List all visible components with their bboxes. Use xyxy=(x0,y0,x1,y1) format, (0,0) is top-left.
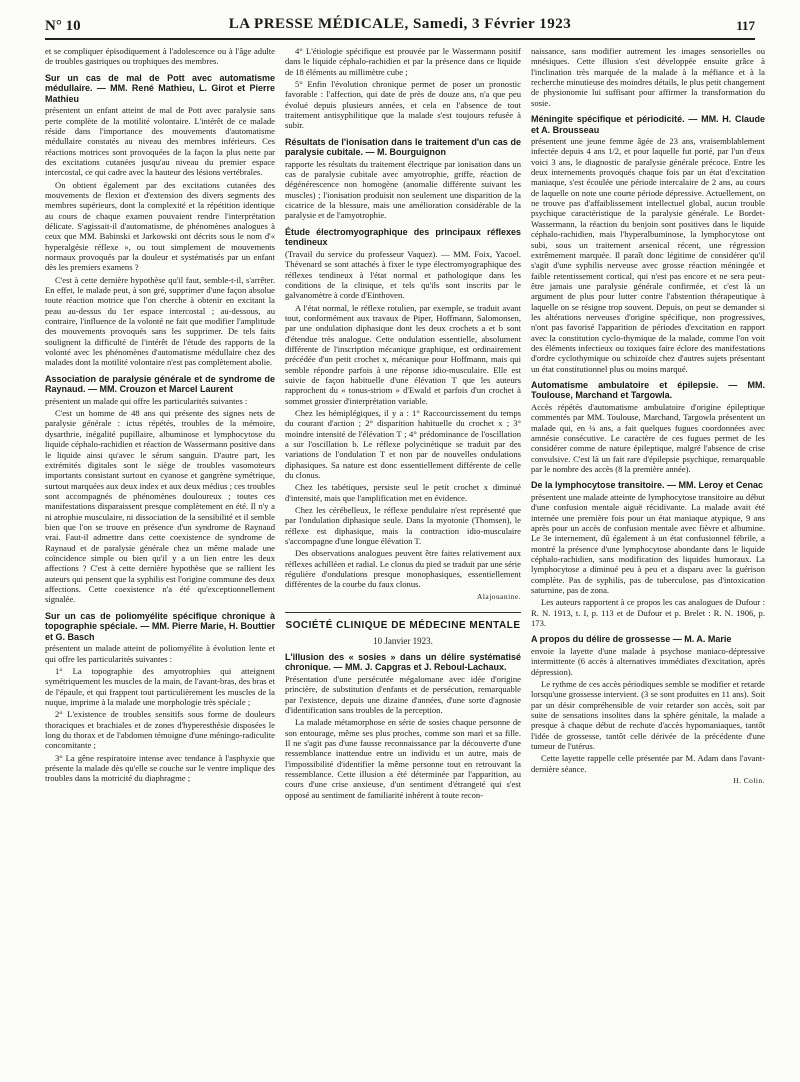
paragraph: 2° L'existence de troubles sensitifs sous forme de douleurs thoraciques et brachiales et de zones d'hyperesthésie disposées le long du thorax et de l'abdomen témoigne d'une méningo-radiculite concomitante ; xyxy=(45,709,275,751)
column-3 xyxy=(531,46,765,1076)
paragraph: présentent une jeune femme âgée de 23 ans, vraisemblablement infectée depuis 4 ans 1/2, et pour laquelle fut porté, par l'un d'eux voici 3 ans, le diagnostic de paralysie générale précoce. Entre les deux internements provoqués chaque fois par un état d'excitation maniaque, s'est écoulée une période intercalaire de 2 ans, au cours de laquelle on note une courte période dépressive. Actuellement, on ne trouve pas d'affaiblissement intellectuel global, aucun trouble psychique caractéristique de la paralysie générale. Le Bordet-Wassermann, la réaction du benjoin sont positives dans le liquide céphalo-rachidien, mais l'hyperalbuminose, la lymphocytose ont subi, sous un traitement arsenical récent, une régression extrêmement marquée. Il paraît donc légitime de considérer qu'il s'agit d'une syphilis nerveuse avec grosse réaction méningée et faible retentissement cortical, qui n'est pas encore et ne sera peut-être jamais une paralysie générale confirmée, et c'est là un argument de plus pour lutter contre l'abstention thérapeutique à laquelle on se résigne trop souvent. Depuis, on peut se demander si les altérations nerveuses d'origine spécifique, non progressives, n'ont pas favorisé l'apparition de périodes d'excitation en rapport avec la constitution cyclo-thymique de la malade, comme l'on voit des éléments infectieux ou toxiques faire éclore des manifestations d'ordre cyclothymique ou schizoïde chez d'autres sujets présentant un état constitutionnel plus ou moins marqué. xyxy=(531,136,765,374)
paragraph: présentent un malade atteint de poliomyélite à évolution lente et qui offre les particularités suivantes : xyxy=(45,643,275,664)
paragraph: 1° La topographie des amyotrophies qui atteignent symétriquement les muscles de la main, de l'avant-bras, des bras et de l'épaule, et qui frappent tout particulièrement les muscles de la nuque, imprime à la malade une morphologie très spéciale ; xyxy=(45,665,275,707)
page-number: 117 xyxy=(736,18,755,33)
author-signature: Alajouanine. xyxy=(477,591,521,601)
section-heading: A propos du délire de grossesse — M. A. Marie xyxy=(531,634,732,645)
section-heading: Étude électromyographique des principaux réflexes tendineux xyxy=(285,226,521,248)
paragraph: Chez les hémiplégiques, il y a : 1° Raccourcissement du temps du courant d'action ; 2° disparition habituelle du crochet x ; 3° moindre intensité de l'élévation T ; 4° prédominance de l'oscillation a sur l'oscillation b. Le réflexe polycinétique se traduit par des variations de l'ondulation T et non par de nouvelles ondulations diphasiques. Sa nature est donc essentiellement différente de celle du clonus. xyxy=(285,407,521,481)
paragraph: Les auteurs rapportent à ce propos les cas analogues de Dufour : R. N. 1913, t. I, p. 113 et de Dufour et p. Brelet : R. N. 1906, p. 173. xyxy=(531,597,765,628)
paragraph: Cette layette rappelle celle présentée par M. Adam dans l'avant-dernière séance. xyxy=(531,753,765,774)
paragraph: Le rythme de ces accès périodiques semble se modifier et retarde lorsqu'une grossesse intervient. (3 se sont produites en 11 ans). Soit par un désir compréhensible de voir retarder son accès, soit par suite de sensations insolites dans la sphère génitale, la malade a presque à chaque début de rechute d'accès hypomaniaques, tantôt l'idée de grossesse, tantôt celle dérivée de la précédente d'une tumeur de l'utérus. xyxy=(531,678,765,751)
divider xyxy=(285,612,521,613)
paragraph: (Travail du service du professeur Vaquez). — MM. Foix, Yacoel. Thévenard se sont attachés à fixer le type électromyographique des réflexes tendineux à l'état normal et pathologique dans les conditions de la clinique, et tels qu'ils sont inscrits par le galvanomètre à corde d'Einthoven. xyxy=(285,248,521,301)
section-heading: Résultats de l'ionisation dans le traitement d'un cas de paralysie cubitale. — M. Bourguignon xyxy=(285,136,521,158)
section-heading: Sur un cas de poliomyélite spécifique chronique à topographie spéciale. — MM. Pierre Marie, H. Bouttier et G. Basch xyxy=(45,610,275,642)
paragraph: Chez les tabétiques, persiste seul le petit crochet x diminué d'intensité, mais que l'amplification met en évidence. xyxy=(285,482,521,503)
paragraph: 5° Enfin l'évolution chronique permet de poser un pronostic favorable : l'affection, qui date de près de douze ans, n'a que peu évolué depuis plusieurs années, et cela en l'absence de tout traitement antisyphilitique que la malade s'est toujours refusée à subir. xyxy=(285,79,521,131)
paragraph: 3° La gêne respiratoire intense avec tendance à l'asphyxie que présente la malade dès qu'elle se couche sur le ventre implique des troubles dans la motricité du diaphragme ; xyxy=(45,752,275,784)
paragraph: rapporte les résultats du traitement électrique par ionisation dans un cas de paralysie cubitale avec amyotrophie, griffe, réaction de dégénérescence non homogène (anomalie différente suivant les muscles) ; l'ionisation produisit non seulement une disparition de la cicatrice de la blessure, mais une amélioration considérable de la paralysie et de l'amyotrophie. xyxy=(285,158,521,221)
section-heading: Méningite spécifique et périodicité. — MM. H. Claude et A. Brousseau xyxy=(531,114,765,135)
paragraph: On obtient également par des excitations cutanées des mouvements de flexion et d'extension des divers segments des membres supérieurs, dont la complexité et la répétition identique au cours de chaque examen pouvaient rendre l'interprétation délicate. S'agissait-il d'automatisme, de phénomènes analogues à ceux que MM. Babinski et Jarkowski ont décrits sous le nom d'« hyperalgésie réflexe », ou tout simplement de mouvements normaux provoqués par la douleur et systématisés par un enfant dès les premiers examens ? xyxy=(45,179,275,273)
paragraph: présentent un malade qui offre les particularités suivantes : xyxy=(45,395,248,406)
paragraph: C'est un homme de 48 ans qui présente des signes nets de paralysie générale : ictus répétés, troubles de la mémoire, dysarthrie, inégalité pupillaire, albuminose et lymphocytose du liquide céphalo-rachidien et réaction de Wassermann positive dans le liquide ainsi qu'avec le sérum sanguin. D'autre part, les extrémités digitales sont le siège de troubles vasomoteurs importants consistant surtout en cyanose et gangrène symétrique, surtout marquées aux deux index et aux deux médius ; ces troubles sont accompagnés de phénomènes douloureux ; toutes ces manifestations disparaissent presque complètement en été. Il n'y a ni atrophie musculaire, ni dissociation de la sensibilité et il semble bien que l'on se trouve en présence d'un syndrome de Raynaud vrai. Faut-il admettre dans cette coexistence de syndrome de Raynaud et de paralysie générale chez un même malade une coïncidence simple ou bien qu'il y a un lien entre les deux affections ? C'est à cette dernière hypothèse que se rallient les auteurs qui pensent que la syphilis est l'origine commune des deux affections. Cette coexistence n'a été qu'exceptionnellement signalée. xyxy=(45,408,275,605)
column-2 xyxy=(285,46,521,1076)
paragraph: présentent une malade atteinte de lymphocytose transitoire au début d'une confusion mentale aiguë récidivante. La malade avait été internée une première fois pour un état maniaque atypique, 9 ans après pour un accès de confusion mentale avec fièvre et albumine. Le 3e internement, dû également à un état confusionnel fébrile, a montré la présence d'une lymphocytose abondante dans le liquide céphalo-rachidien, sans modification des liquides humoraux. La lymphocytose a diminué peu à peu et a disparu avec la guérison complète. Pas de syphilis, pas de tuberculose, pas d'intoxication saturnine, pas de zona. xyxy=(531,491,765,595)
paragraph: Chez les cérébelleux, le réflexe pendulaire n'est représenté que par l'ondulation diphasique seule. Dans la myotonie (Thomsen), le réflexe est diphasique, mais la contraction idio-musculaire s'accompagne d'une longue élévation T. xyxy=(285,505,521,547)
paragraph: La malade métamorphose en série de sosies chaque personne de son entourage, même ses plus proches, comme son mari et sa fille. Il ne s'agit pas d'une fausse reconnaissance par la découverte d'une ressemblance inattendue entre un individu et un autre, mais de l'impossibilité d'identifier la même personne tout en retrouvant la ressemblance. Cette illusion a été déterminée par l'apparition, au cours d'une crise anxieuse, d'un sentiment d'étrangeté qui s'est opposé au sentiment de familiarité inhérent à toute recon- xyxy=(285,717,521,800)
society-heading: SOCIÉTÉ CLINIQUE DE MÉDECINE MENTALE xyxy=(285,620,521,632)
paragraph: Accès répétés d'automatisme ambulatoire d'origine épileptique commentés par MM. Toulouse, Marchand, Targowla présentent un malade qui, en ¼ ans, a fait quelques fugues coordonnées avec amnésie consécutive. Le caractère de ces fugues permet de les considérer comme de nature épileptique, malgré l'absence de crise convulsive. C'est là un fait rare d'épilepsie psychique, remarquable par le nombre des accès (8 la première année). xyxy=(531,401,765,475)
section-heading: Association de paralysie générale et de syndrome de Raynaud. — MM. Crouzon et Marcel Laurent xyxy=(45,373,275,395)
column-1 xyxy=(45,46,275,1076)
section-heading: De la lymphocytose transitoire. — MM. Leroy et Cenac xyxy=(531,480,764,491)
section-heading: L'illusion des « sosies » dans un délire systématisé chronique. — MM. J. Capgras et J. Reboul-Lachaux. xyxy=(285,651,521,673)
issue-number: N° 10 xyxy=(45,18,81,34)
paragraph: envoie la layette d'une malade à psychose maniaco-dépressive intermittente (6 accès à alternatives immédiates d'excitation, après dépression). xyxy=(531,645,765,677)
article-columns xyxy=(45,46,765,1076)
paragraph: et se compliquer épisodiquement à l'adolescence ou à l'âge adulte de troubles gastriques ou trophiques des membres. xyxy=(45,46,275,67)
paragraph: Présentation d'une persécutée mégalomane avec idée d'origine princière, de substitution d'enfants et de persécution, remarquable par l'existence, depuis une dizaine d'années, d'une sorte d'agnosie d'identification sans troubles de la perception. xyxy=(285,673,521,715)
author-signature: H. Colin. xyxy=(733,775,765,785)
paragraph: Des observations analogues peuvent être faites relativement aux réflexes achilléen et radial. Le clonus du pied se traduit par une série régulière d'ondulations presque monophasiques, essentiellement différentes de la courbe du faux clonus. xyxy=(285,548,521,590)
section-heading: Automatisme ambulatoire et épilepsie. — MM. Toulouse, Marchand et Targowla. xyxy=(531,379,765,401)
section-heading: Sur un cas de mal de Pott avec automatisme médullaire. — MM. René Mathieu, L. Girot et Pierre Mathieu xyxy=(45,72,275,104)
paragraph: présentent un enfant atteint de mal de Pott avec paralysie sans perte complète de la motilité volontaire. L'intérêt de ce malade réside dans l'importance des mouvements d'automatisme médullaire constatés au niveau des membres inférieurs. Ces réactions motrices sont provoquées de la façon la plus nette par des excitations cutanées jusqu'au niveau du premier espace intercostal, ce qui cadre avec la hauteur des lésions vertébrales. xyxy=(45,105,275,178)
session-date: 10 Janvier 1923. xyxy=(373,635,433,646)
page-header xyxy=(45,14,755,40)
paragraph: 4° L'étiologie spécifique est prouvée par le Wassermann positif dans le liquide céphalo-rachidien et par la présence dans ce liquide de 18 éléments au millimètre cube ; xyxy=(285,46,521,77)
paragraph: A l'état normal, le réflexe rotulien, par exemple, se traduit avant tout, conformément aux travaux de Piper, Hoffmann, Salomonsen, par une ondulation diphasique dont les deux crochets a et b sont d'étendue très analogue. Cette ondulation essentielle, absolument différente de l'inscription mécanique graphique, est ordinairement précédée d'un petit crochet x, mécanique pour Hoffmann, mais qui semble répondre parfois à une réponse idio-musculaire. Elle est suivie de façon habituelle d'une élévation T que les auteurs rapprochent du « tonus-striom » d'Ewald et parfois d'un crochet à sommet grossier d'interprétation variable. xyxy=(285,302,521,406)
journal-title: LA PRESSE MÉDICALE, Samedi, 3 Février 1923 xyxy=(228,16,572,32)
paragraph: naissance, sans modifier autrement les images sensorielles ou mnésiques. Cette illusion s'est développée ensuite grâce à l'inclination très marquée de la malade à la méfiance et à la recherche minutieuse des moindres détails, le plus petit changement de physionomie lui suffisant pour affirmer la transformation du sosie. xyxy=(531,46,765,108)
paragraph: C'est à cette dernière hypothèse qu'il faut, semble-t-il, s'arrêter. En effet, le malade peut, à son gré, supprimer d'une façon absolue toute réaction motrice que l'on cherche à obtenir en excitant la peau au-dessus du 1er espace intercostal ; au-dessous, au contraire, l'influence de la volonté ne fait que modifier l'amplitude des mouvements provoqués sans les supprimer. De tels faits soulignent la difficulté de l'intérêt de l'étude des rapports de la volonté avec les phénomènes d'automatisme médullaire chez des malades dont la motilité volontaire n'est pas complètement abolie. xyxy=(45,274,275,368)
